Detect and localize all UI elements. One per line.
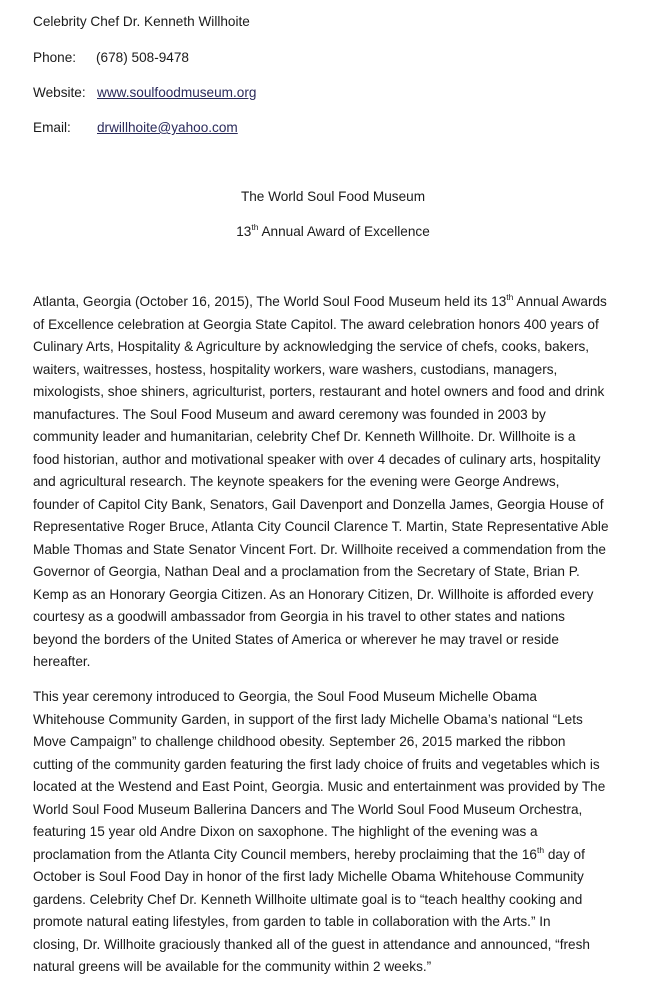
paragraph-line: Kemp as an Honorary Georgia Citizen. As an Honorary Citizen, Dr. Willhoite is afforded every [33,586,594,602]
line-text: day of [544,846,585,862]
paragraph-1 [33,291,653,674]
paragraph-line: featuring 15 year old Andre Dixon on saxophone. The highlight of the evening was a [33,824,538,839]
email-label: Email: [33,120,71,135]
paragraph-line: manufactures. The Soul Food Museum and award ceremony was founded in 2003 by [33,406,546,422]
award-number: 13 [236,224,252,239]
phone-value: (678) 508-9478 [96,50,189,65]
phone-row [33,49,433,67]
paragraph-line: hereafter. [33,654,91,669]
paragraph-line: gardens. Celebrity Chef Dr. Kenneth Willhoite ultimate goal is to “teach healthy cooking and [33,891,583,907]
paragraph-line: natural greens will be available for the community within 2 weeks.” [33,959,432,974]
paragraph-line: of Excellence celebration at Georgia State Capitol. The award celebration honors 400 years of [33,316,599,332]
website-link[interactable]: www.soulfoodmuseum.org [97,85,257,100]
paragraph-line: closing, Dr. Willhoite graciously thanked all of the guest in attendance and announced, “fresh [33,936,590,952]
email-row [33,119,433,137]
paragraph-line: Representative Roger Bruce, Atlanta City Council Clarence T. Martin, State Representative Able [33,519,609,534]
line-text: Annual Awards [513,294,607,309]
paragraph-line [33,291,653,314]
contact-name: Celebrity Chef Dr. Kenneth Willhoite [33,14,250,29]
line-text: proclamation from the Atlanta City Council members, hereby proclaiming that the 16 [33,846,537,862]
paragraph-line [33,844,653,867]
paragraph-line: Governor of Georgia, Nathan Deal and a proclamation from the Secretary of State, Brian P. [33,564,580,579]
phone-label: Phone: [33,50,77,65]
paragraph-line: This year ceremony introduced to Georgia, the Soul Food Museum Michelle Obama [33,689,537,704]
paragraph-line: beyond the borders of the United States of America or wherever he may travel or reside [33,631,559,647]
award-title-text: Annual Award of Excellence [258,224,430,239]
line-text: Atlanta, Georgia (October 16, 2015), The World Soul Food Museum held its 13 [33,294,507,309]
paragraph-line: Whitehouse Community Garden, in support of the first lady Michelle Obama’s national “Lets [33,711,583,727]
paragraph-line: community leader and humanitarian, celebrity Chef Dr. Kenneth Willhoite. Dr. Willhoite is a [33,429,576,444]
paragraph-2 [33,686,653,979]
paragraph-line: located at the Westend and East Point, Georgia. Music and entertainment was provided by The [33,779,606,794]
paragraph-line: World Soul Food Museum Ballerina Dancers and The World Soul Food Museum Orchestra, [33,801,583,817]
paragraph-line: October is Soul Food Day in honor of the first lady Michelle Obama Whitehouse Community [33,869,584,884]
document-subtitle [0,223,666,241]
paragraph-line: cutting of the community garden featuring the first lady choice of fruits and vegetables which is [33,756,600,772]
paragraph-line: Move Campaign” to challenge childhood obesity. September 26, 2015 marked the ribbon [33,734,566,749]
email-link[interactable]: drwillhoite@yahoo.com [97,120,238,135]
paragraph-line: Culinary Arts, Hospitality & Agriculture by acknowledging the service of chefs, cooks, bakers, [33,339,590,354]
paragraph-line: courtesy as a goodwill ambassador from Georgia in his travel to other states and nations [33,609,565,624]
website-row [33,84,433,102]
paragraph-line: mixologists, shoe shiners, agriculturist, porters, restaurant and hotel owners and food and drink [33,384,605,399]
paragraph-line: waiters, waitresses, hostess, hospitality workers, ware washers, custodians, managers, [33,361,558,377]
website-label: Website: [33,85,86,100]
ordinal-suffix: th [506,292,514,302]
paragraph-line: Mable Thomas and State Senator Vincent Fort. Dr. Willhoite received a commendation from the [33,541,606,557]
paragraph-line: promote natural eating lifestyles, from garden to table in collaboration with the Arts.” In [33,914,551,929]
award-ordinal: th [251,222,259,232]
paragraph-line: food historian, author and motivational speaker with over 4 decades of culinary arts, hospitality [33,451,601,467]
paragraph-line: founder of Capitol City Bank, Senators, Gail Davenport and Donzella James, Georgia House of [33,496,604,512]
ordinal-suffix: th [536,844,545,855]
document-title: The World Soul Food Museum [240,189,426,204]
paragraph-line: and agricultural research. The keynote speakers for the evening were George Andrews, [33,474,560,489]
